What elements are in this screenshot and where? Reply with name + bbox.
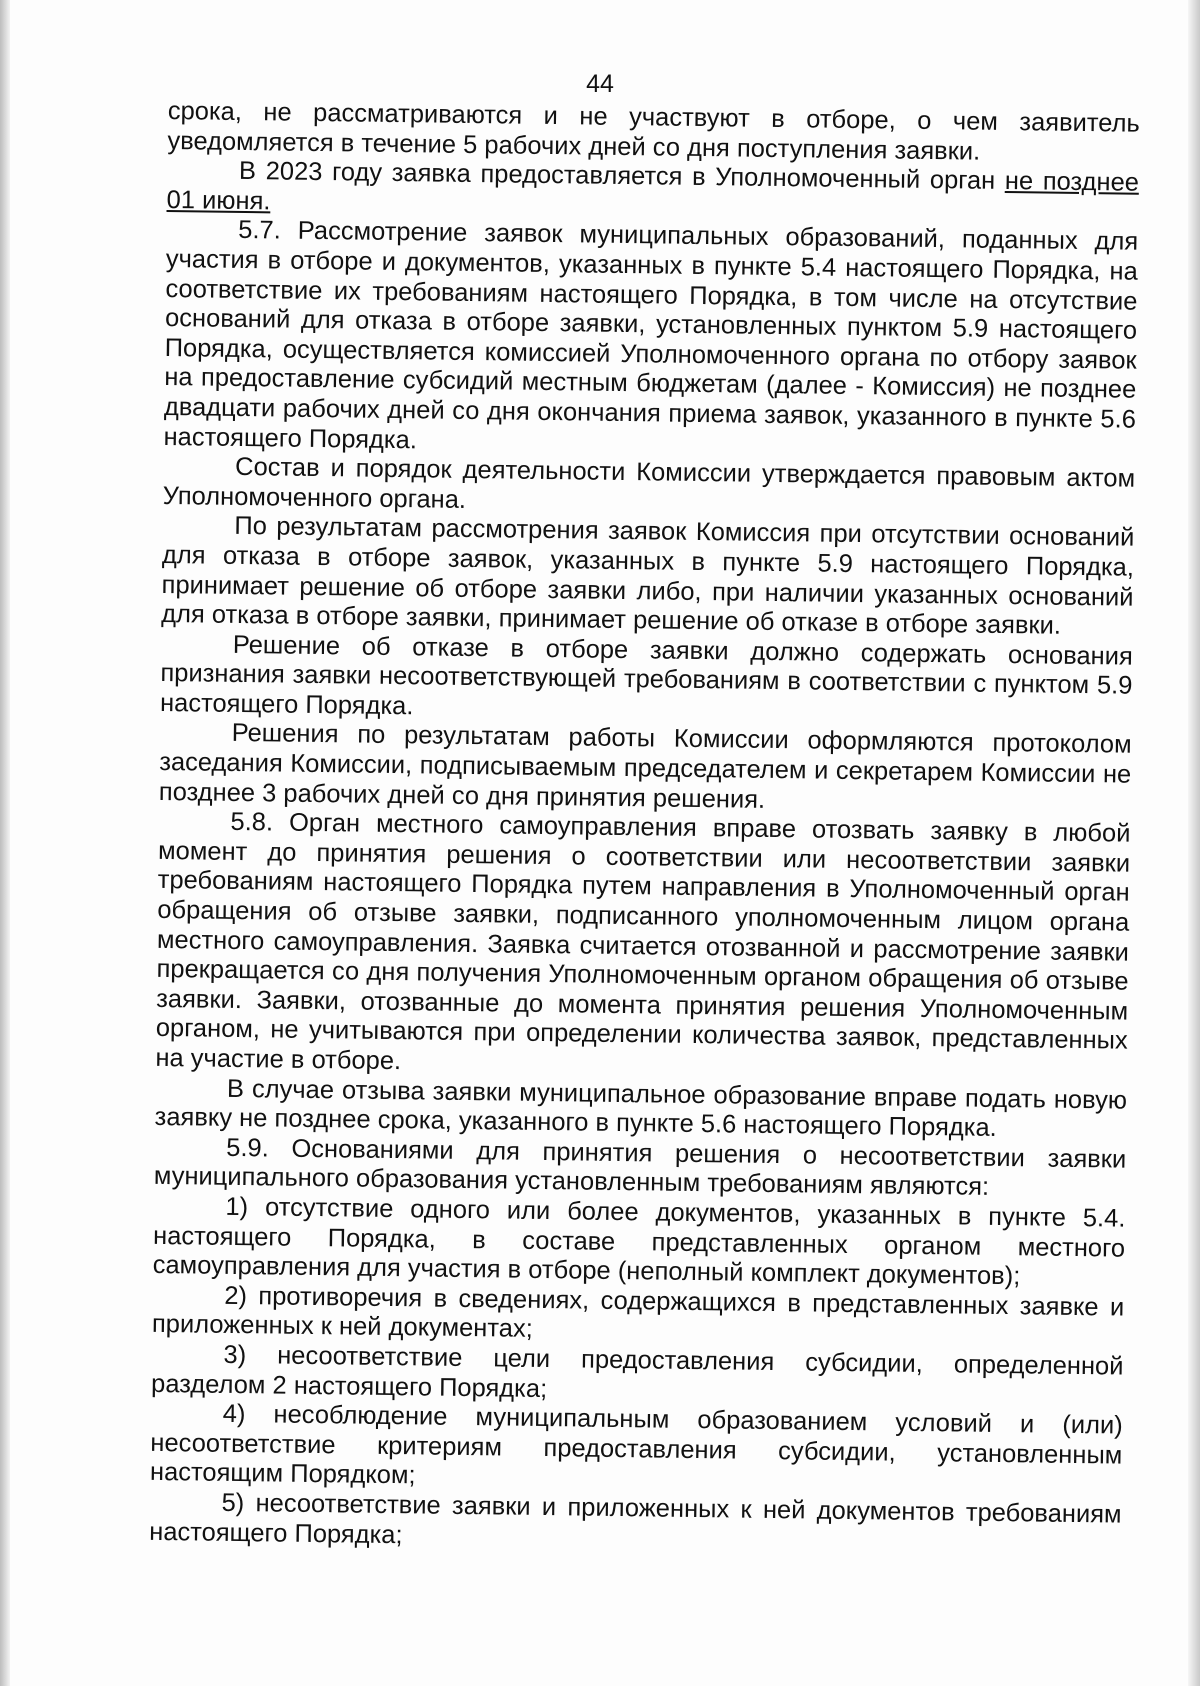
- list-item-text: 4) несоблюдение муниципальным образованием условий и (или) несоответствие критериям предоставления субсидии, установленным настоящим Порядком;: [149, 1399, 1123, 1490]
- list-item: [149, 1488, 1122, 1560]
- paragraph: [160, 630, 1133, 731]
- page-number: 44: [586, 70, 614, 98]
- list-item: [153, 1192, 1126, 1293]
- list-item-text: 1) отсутствие одного или более документов, указанных в пункте 5.4. настоящего Порядка, в составе представленных органом местного самоуправления для участия в отборе (неполный комплект документов);: [152, 1192, 1126, 1291]
- paragraph-text: Состав и порядок деятельности Комиссии утверждается правовым актом Уполномоченного органа.: [162, 453, 1136, 514]
- scan-edge-left: [0, 0, 10, 1686]
- paragraph-text: 5.9. Основаниями для принятия решения о несоответствии заявки муниципального образования установленным требованиям являются:: [153, 1133, 1127, 1202]
- paragraph: [161, 511, 1134, 642]
- paragraph-text: В случае отзыва заявки муниципальное образование вправе подать новую заявку не позднее срока, указанного в пункте 5.6 настоящего Порядка.: [154, 1074, 1128, 1143]
- list-item-text: 5) несоответствие заявки и приложенных к ней документов требованиям настоящего Порядка;: [149, 1488, 1122, 1549]
- list-item: [150, 1399, 1123, 1500]
- paragraph-text: В 2023 году заявка предоставляется в Уполномоченный орган: [238, 157, 1006, 196]
- paragraph-text: Решение об отказе в отборе заявки должно содержать основания признания заявки несоответствующей требованиям в соответствии с пунктом 5.9 настоящего Порядка.: [159, 630, 1133, 721]
- paragraph-text: Решения по результатам работы Комиссии оформляются протоколом заседания Комиссии, подписываемым председателем и секретарем Комиссии не позднее 3 рабочих дней со дня принятия решения.: [158, 719, 1132, 814]
- document-body: [149, 97, 1140, 1560]
- scan-edge-right: [1188, 0, 1200, 1686]
- deadline-underlined: не позднее 01 июня.: [166, 167, 1140, 216]
- paragraph-text: По результатам рассмотрения заявок Комиссия при отсутствии оснований для отказа в отборе заявок, указанных в пункте 5.9 настоящего Порядка, принимает решение об отборе заявки либо, при наличии указанных оснований для отказа в отборе заявки, принимает решение об отказе в отборе заявки.: [161, 512, 1135, 640]
- list-item-text: 2) противоречия в сведениях, содержащихся в представленных заявке и приложенных к ней документах;: [151, 1281, 1125, 1344]
- list-item-text: 3) несоответствие цели предоставления субсидии, определенной разделом 2 настоящего Порядка;: [150, 1340, 1124, 1403]
- paragraph: [163, 215, 1138, 464]
- paragraph-text: 5.7. Рассмотрение заявок муниципальных образований, поданных для участия в отборе и документов, указанных в пункте 5.4 настоящего Порядка, на соответствие их требованиям настоящего Порядка, в том числе на отсутствие оснований для отказа в отборе заявки, установленных пунктом 5.9 настоящего Порядка, осуществляется комиссией Уполномоченного органа по отбору заявок на предоставление субсидий местным бюджетам (далее - Комиссия) не позднее двадцати рабочих дней со дня окончания приема заявок, указанного в пункте 5.6 настоящего Порядка.: [163, 216, 1139, 454]
- paragraph-text: 5.8. Орган местного самоуправления вправе отозвать заявку в любой момент до принятия решения о соответствии или несоответствии заявки требованиям настоящего Порядка путем направления в Уполномоченный орган обращения об отзыве заявки, подписанного уполномоченным лицом органа местного самоуправления. Заявка считается отозванной и рассмотрение заявки прекращается со дня получения Уполномоченным органом обращения об отзыве заявки. Заявки, отозванные до момента принятия решения Уполномоченным органом, не учитываются при определении количества заявок, представленных на участие в отборе.: [155, 808, 1131, 1076]
- paragraph: [155, 807, 1130, 1086]
- paragraph-text: срока, не рассматриваются и не участвуют в отборе, о чем заявитель уведомляется в течение 5 рабочих дней со дня поступления заявки.: [167, 97, 1140, 166]
- paragraph: [159, 718, 1132, 819]
